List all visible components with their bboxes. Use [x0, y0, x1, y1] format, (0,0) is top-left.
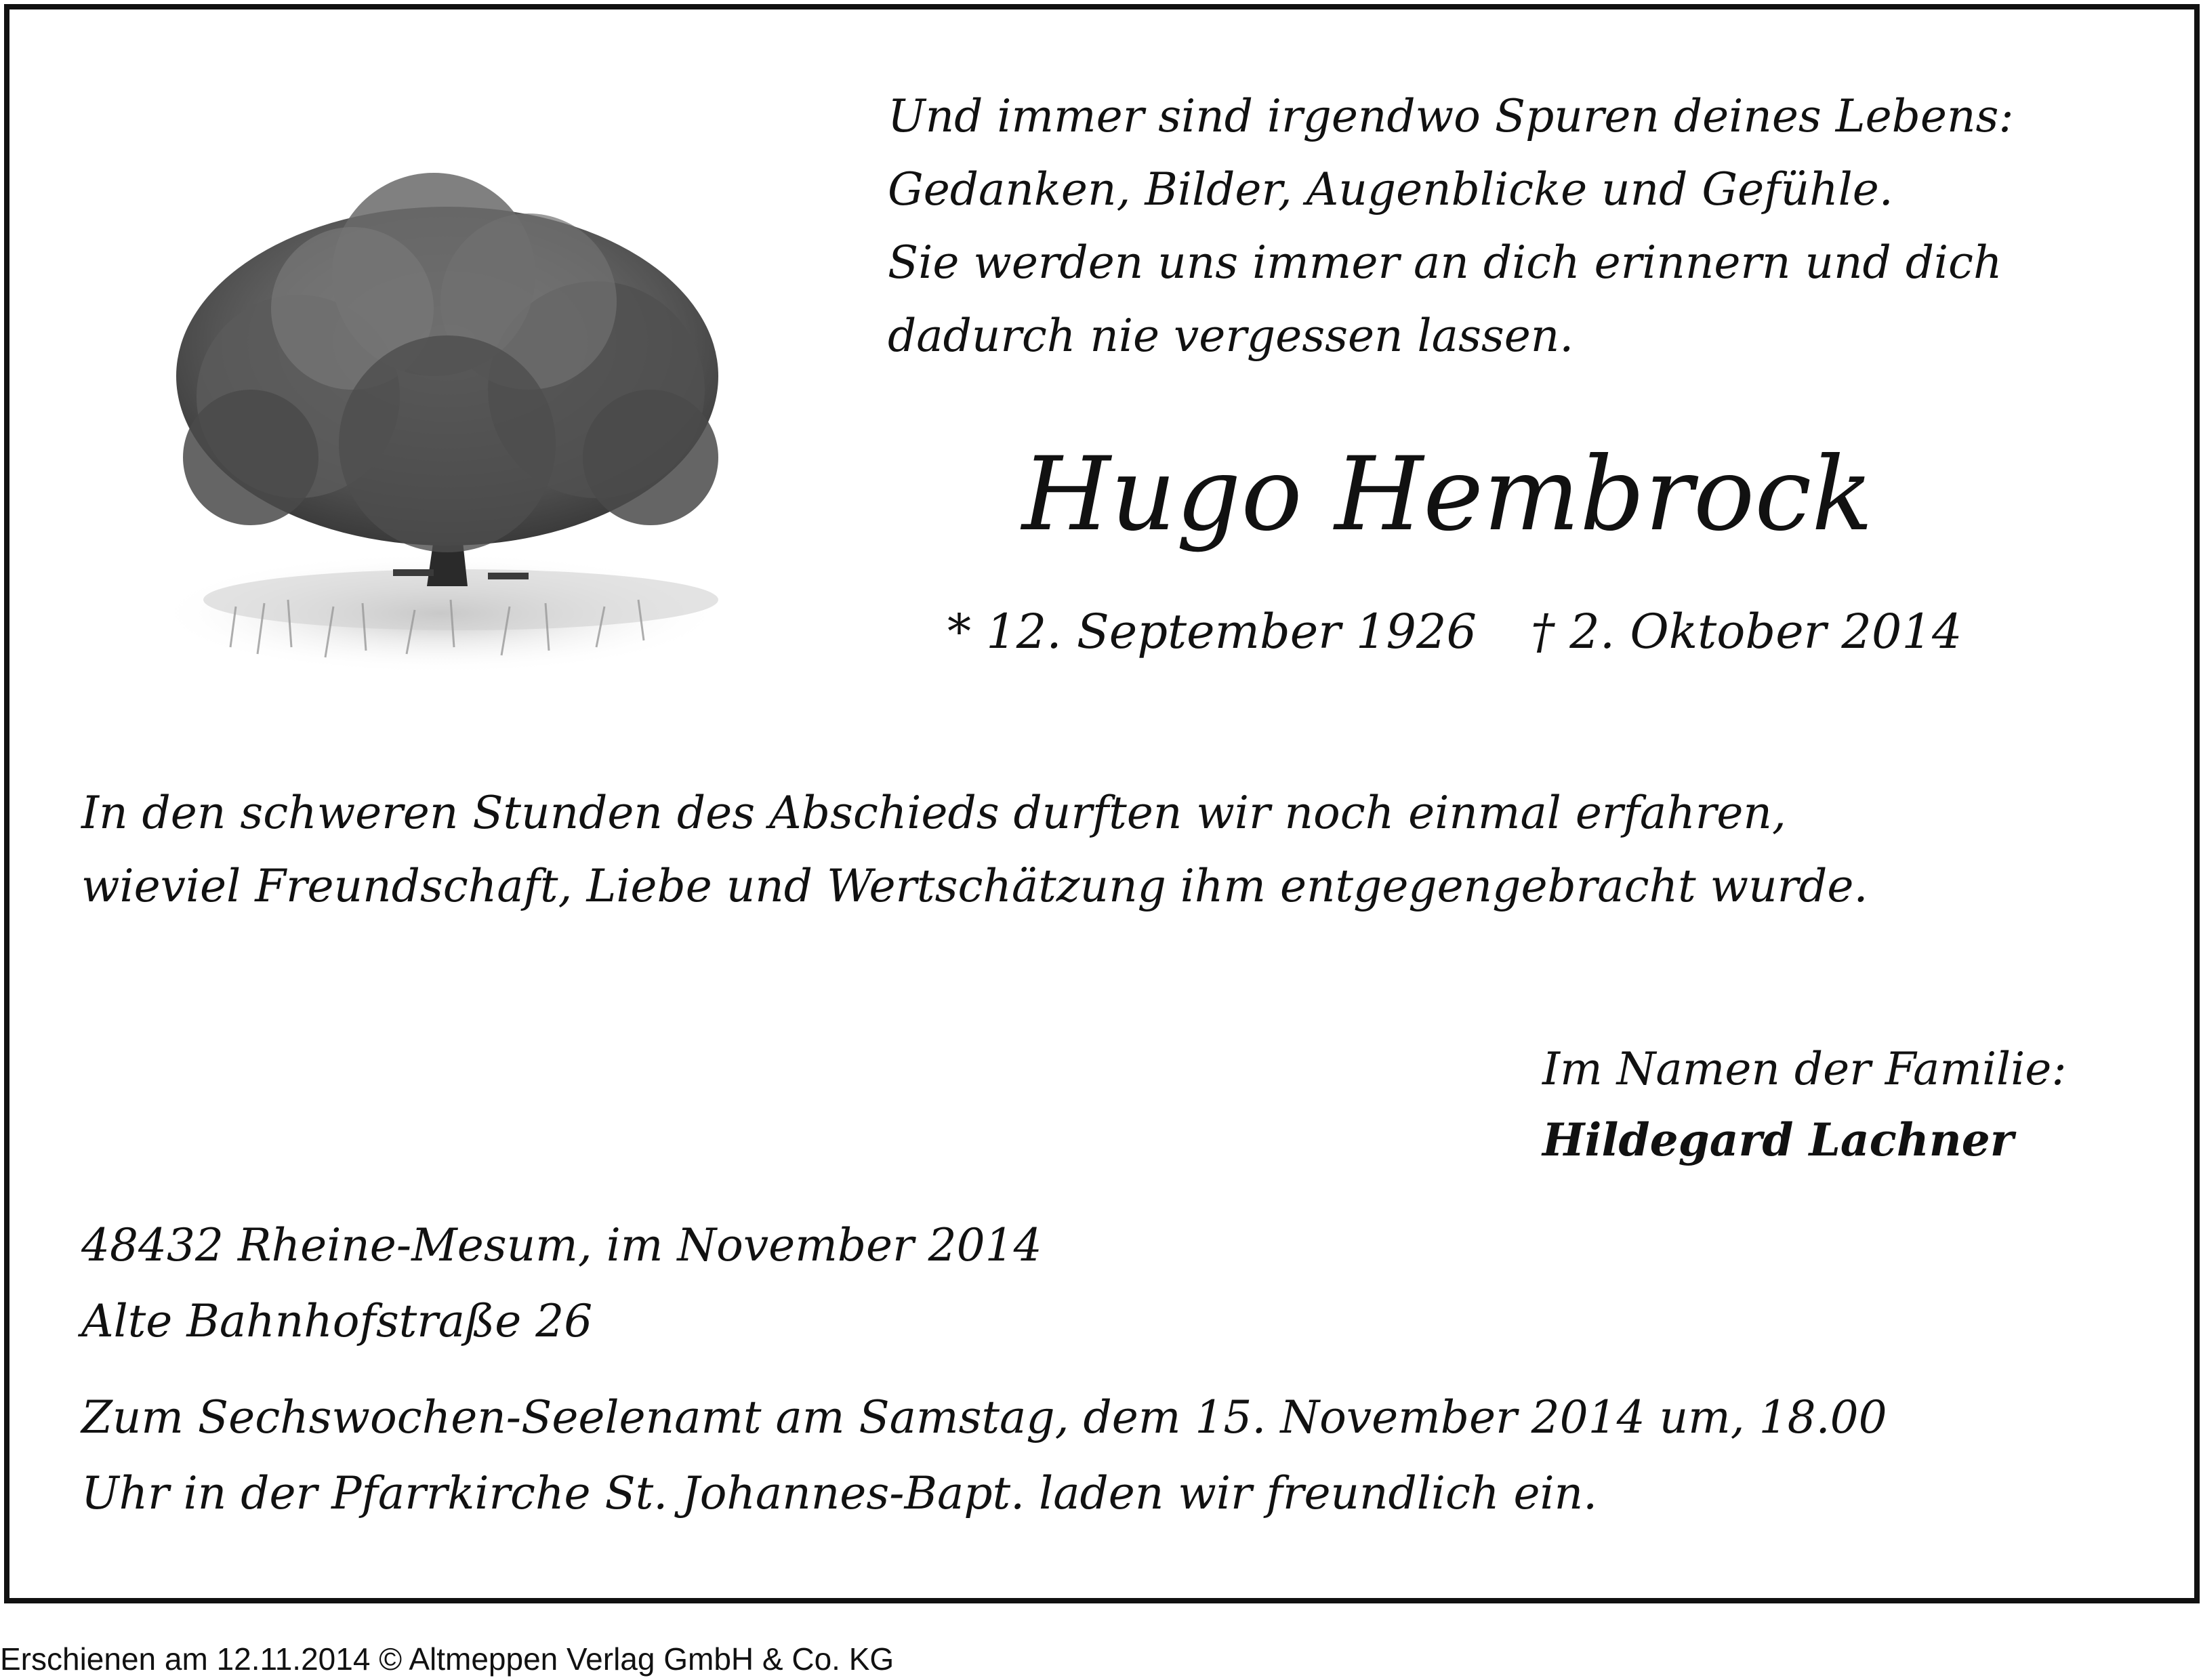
service-notice	[81, 1380, 1887, 1532]
thanks-text	[81, 777, 1868, 923]
tree-icon	[149, 173, 732, 674]
address-line: 48432 Rheine-Mesum, im November 2014	[81, 1219, 1042, 1271]
service-line: Zum Sechswochen-Seelenamt am Samstag, dem 15. November 2014 um, 18.00	[81, 1391, 1887, 1443]
thanks-line: In den schweren Stunden des Abschieds durften wir noch einmal erfahren,	[81, 787, 1786, 839]
verse-line: Sie werden uns immer an dich erinnern und dich	[888, 237, 2002, 289]
verse-line: Und immer sind irgendwo Spuren deines Lebens:	[888, 90, 2014, 142]
verse-line: Gedanken, Bilder, Augenblicke und Gefühle.	[888, 163, 1893, 216]
publication-footer: Erschienen am 12.11.2014 © Altmeppen Verlag GmbH & Co. KG	[0, 1641, 894, 1677]
service-line: Uhr in der Pfarrkirche St. Johannes-Bapt. laden wir freundlich ein.	[81, 1467, 1598, 1519]
birth-date: * 12. September 1926	[947, 604, 1477, 659]
address	[81, 1208, 1042, 1359]
verse	[888, 80, 2014, 373]
family-intro: Im Namen der Familie:	[1542, 1043, 2067, 1095]
address-line: Alte Bahnhofstraße 26	[81, 1295, 593, 1347]
verse-line: dadurch nie vergessen lassen.	[888, 310, 1574, 362]
life-dates	[947, 598, 1962, 665]
death-date: † 2. Oktober 2014	[1531, 604, 1962, 659]
family-signatory: Hildegard Lachner	[1542, 1113, 2014, 1166]
deceased-name: Hugo Hembrock	[1022, 436, 1874, 554]
thanks-line: wieviel Freundschaft, Liebe und Wertschätzung ihm entgegengebracht wurde.	[81, 860, 1868, 912]
